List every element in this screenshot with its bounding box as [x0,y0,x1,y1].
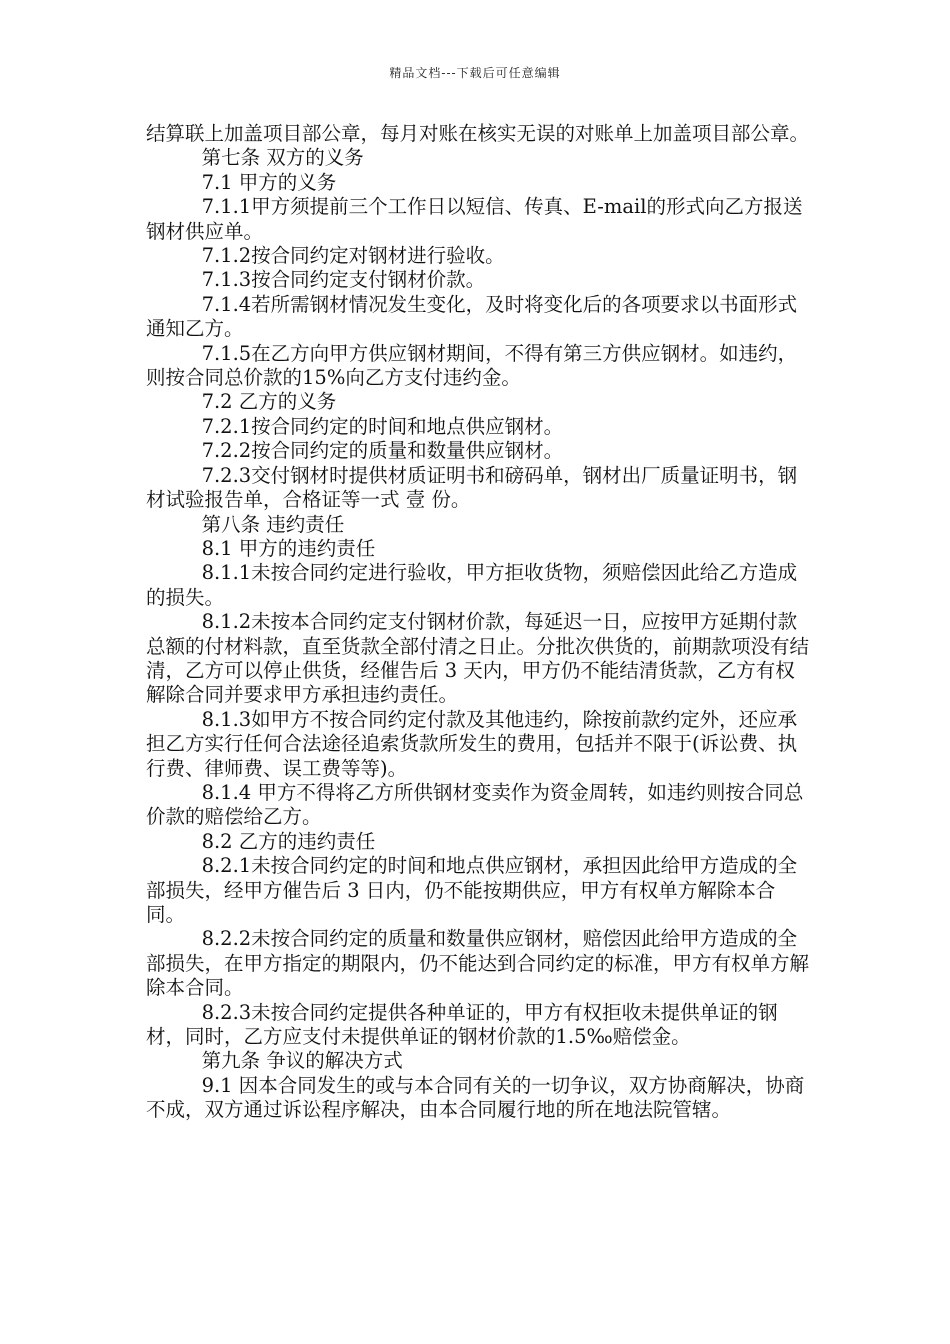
paragraph: 结算联上加盖项目部公章，每月对账在核实无误的对账单上加盖项目部公章。 [146,122,810,145]
clause: 8.2.3未按合同约定提供各种单证的，甲方有权拒收未提供单证的钢材，同时，乙方应支付未提供单证的钢材价款的1.5‰赔偿金。 [146,1000,778,1049]
clause: 8.1.3如甲方不按合同约定付款及其他违约，除按前款约定外，还应承担乙方实行任何合法途径追索货款所发生的费用，包括并不限于(诉讼费、执行费、律师费、误工费等等)。 [146,707,798,780]
clause: 7.1.4若所需钢材情况发生变化，及时将变化后的各项要求以书面形式通知乙方。 [146,292,798,341]
page-header: 精品文档---下载后可任意编辑 [389,66,561,80]
clause: 7.1.1甲方须提前三个工作日以短信、传真、E-mail的形式向乙方报送钢材供应单。 [146,195,803,243]
clause: 7.2.1按合同约定的时间和地点供应钢材。 [201,414,564,438]
clause: 8.1.4 甲方不得将乙方所供钢材变卖作为资金周转，如违约则按合同总价款的赔偿给乙方。 [146,780,804,829]
clause: 8.1.2未按本合同约定支付钢材价款，每延迟一日，应按甲方延期付款总额的付材料款，直至货款全部付清之日止。分批次供货的，前期款项没有结清，乙方可以停止供货，经催告后 3 天内，甲方仍不能结清货款，乙方有权解除合同并要求甲方承担违约责任。 [146,610,810,707]
subsection-heading: 8.1 甲方的违约责任 [201,536,376,560]
clause: 7.1.3按合同约定支付钢材价款。 [201,268,486,292]
clause: 7.1.5在乙方向甲方供应钢材期间，不得有第三方供应钢材。如违约，则按合同总价款的15%向乙方支付违约金。 [146,341,798,390]
clause: 8.2.1未按合同约定的时间和地点供应钢材，承担因此给甲方造成的全部损失，经甲方催告后 3 日内，仍不能按期供应，甲方有权单方解除本合同。 [146,854,798,926]
document-body [146,122,814,1123]
subsection-heading: 7.2 乙方的义务 [201,390,337,414]
clause: 7.2.2按合同约定的质量和数量供应钢材。 [201,439,564,463]
clause: 8.2.2未按合同约定的质量和数量供应钢材，赔偿因此给甲方造成的全部损失，在甲方指定的期限内，仍不能达到合同约定的标准，甲方有权单方解除本合同。 [146,927,810,1000]
clause: 7.1.2按合同约定对钢材进行验收。 [201,244,505,268]
section-heading: 第九条 争议的解决方式 [201,1049,403,1073]
section-heading: 第七条 双方的义务 [201,146,364,170]
subsection-heading: 8.2 乙方的违约责任 [201,829,376,853]
clause: 9.1 因本合同发生的或与本合同有关的一切争议，双方协商解决，协商不成，双方通过诉讼程序解决，由本合同履行地的所在地法院管辖。 [146,1073,805,1122]
section-heading: 第八条 违约责任 [201,512,345,536]
subsection-heading: 7.1 甲方的义务 [201,170,337,194]
clause: 8.1.1未按合同约定进行验收，甲方拒收货物，须赔偿因此给乙方造成的损失。 [146,561,798,609]
clause: 7.2.3交付钢材时提供材质证明书和磅码单，钢材出厂质量证明书，钢材试验报告单，合格证等一式 壹 份。 [146,463,798,512]
